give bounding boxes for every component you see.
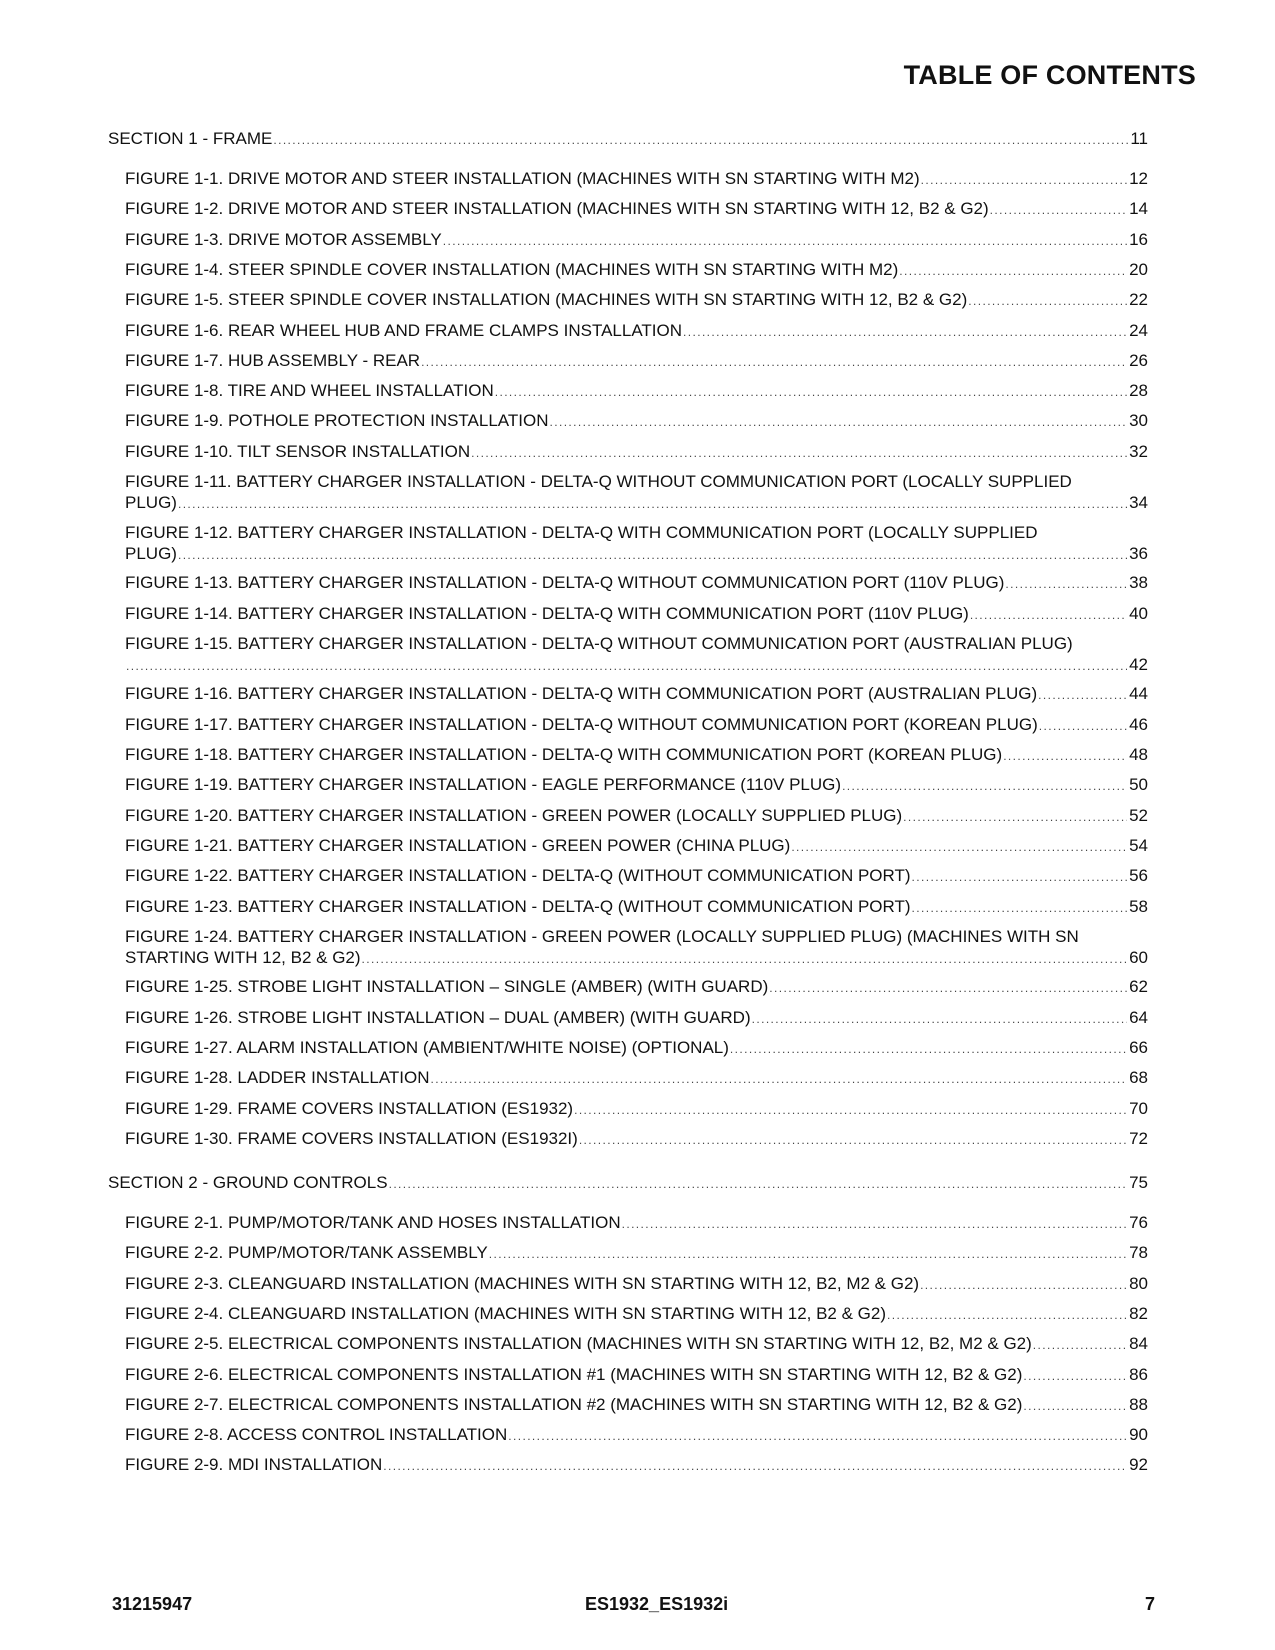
toc-entry-page: 42 — [1129, 654, 1148, 674]
toc-entry-page: 24 — [1129, 320, 1148, 340]
dot-leader — [1023, 1366, 1127, 1387]
toc-entry-page: 78 — [1129, 1243, 1148, 1263]
toc-entry-page: 70 — [1129, 1098, 1148, 1118]
toc-entry-label: FIGURE 1-6. REAR WHEEL HUB AND FRAME CLAMPS INSTALLATION — [125, 320, 683, 340]
toc-figure-entry[interactable] — [125, 896, 1148, 917]
dot-leader — [431, 1069, 1128, 1090]
toc-entry-label: FIGURE 2-7. ELECTRICAL COMPONENTS INSTALLATION #2 (MACHINES WITH SN STARTING WITH 12, B2 & G2) — [125, 1394, 1023, 1414]
toc-figure-entry[interactable] — [125, 1394, 1148, 1415]
toc-entry-page: 72 — [1129, 1128, 1148, 1148]
toc-figure-entry[interactable] — [125, 1333, 1148, 1354]
toc-figure-entry[interactable] — [125, 1067, 1148, 1088]
toc-entry-label-continued: STARTING WITH 12, B2 & G2) — [125, 947, 361, 967]
toc-entry-label: FIGURE 1-2. DRIVE MOTOR AND STEER INSTALLATION (MACHINES WITH SN STARTING WITH 12, B2 & G2) — [125, 199, 989, 219]
toc-entry-page: 82 — [1129, 1303, 1148, 1323]
toc-entry-label: FIGURE 1-12. BATTERY CHARGER INSTALLATION - DELTA-Q WITH COMMUNICATION PORT (LOCALLY SUPPLIED — [125, 522, 1038, 542]
dot-leader — [1039, 716, 1127, 737]
toc-entry-page: 36 — [1129, 543, 1148, 563]
toc-entry-label: SECTION 2 - GROUND CONTROLS — [108, 1173, 388, 1192]
toc-figure-entry[interactable] — [125, 1037, 1148, 1058]
toc-entry-label: FIGURE 1-1. DRIVE MOTOR AND STEER INSTALLATION (MACHINES WITH SN STARTING WITH M2) — [125, 169, 920, 188]
toc-entry-page: 90 — [1129, 1425, 1148, 1445]
toc-figure-entry[interactable] — [125, 350, 1148, 371]
toc-entry-label: FIGURE 1-22. BATTERY CHARGER INSTALLATION - DELTA-Q (WITHOUT COMMUNICATION PORT) — [125, 866, 911, 886]
dot-leader — [769, 978, 1127, 999]
toc-entry-page: 34 — [1129, 493, 1148, 512]
toc-entry-page: 80 — [1129, 1273, 1148, 1293]
toc-entry-label: FIGURE 2-5. ELECTRICAL COMPONENTS INSTALLATION (MACHINES WITH SN STARTING WITH 12, B2, M2 & G2) — [125, 1334, 1032, 1354]
toc-entry-page: 68 — [1129, 1068, 1148, 1088]
dot-leader — [912, 898, 1128, 919]
dot-leader — [443, 231, 1127, 252]
dot-leader — [1003, 746, 1127, 767]
dot-leader — [622, 1214, 1127, 1235]
toc-entry-label: FIGURE 1-25. STROBE LIGHT INSTALLATION – SINGLE (AMBER) (WITH GUARD) — [125, 977, 769, 997]
toc-entry-label: FIGURE 1-5. STEER SPINDLE COVER INSTALLATION (MACHINES WITH SN STARTING WITH 12, B2 & G2) — [125, 290, 968, 310]
dot-leader — [887, 1305, 1127, 1326]
dot-leader — [362, 949, 1128, 970]
toc-figure-entry[interactable] — [125, 522, 1148, 564]
toc-figure-entry[interactable] — [125, 168, 1148, 189]
dot-leader — [495, 382, 1127, 403]
toc-entry-page: 56 — [1129, 866, 1148, 886]
toc-entry-label: SECTION 1 - FRAME — [108, 129, 273, 148]
dot-leader — [489, 1244, 1127, 1265]
dot-leader — [1038, 685, 1127, 706]
dot-leader — [912, 867, 1128, 888]
dot-leader — [383, 1456, 1127, 1477]
toc-figure-entry[interactable] — [125, 572, 1148, 593]
dot-leader — [903, 807, 1127, 828]
toc-figure-entry[interactable] — [125, 441, 1148, 462]
toc-figure-entry[interactable] — [125, 1007, 1148, 1028]
toc-entry-page: 76 — [1129, 1213, 1148, 1232]
footer-doc-number: 31215947 — [112, 1594, 193, 1614]
toc-entry-label: FIGURE 1-17. BATTERY CHARGER INSTALLATION - DELTA-Q WITHOUT COMMUNICATION PORT (KOREAN PLUG) — [125, 714, 1038, 734]
toc-entry-label-continued: PLUG) — [125, 543, 177, 563]
toc-figure-entry[interactable] — [125, 1242, 1148, 1263]
toc-entry-page: 50 — [1129, 775, 1148, 795]
toc-figure-entry[interactable] — [125, 1454, 1148, 1475]
toc-entry-label: FIGURE 1-30. FRAME COVERS INSTALLATION (ES1932I) — [125, 1128, 578, 1148]
toc-figure-entry[interactable] — [125, 259, 1148, 280]
toc-figure-entry[interactable] — [125, 471, 1148, 513]
toc-entry-label: FIGURE 1-20. BATTERY CHARGER INSTALLATION - GREEN POWER (LOCALLY SUPPLIED PLUG) — [125, 805, 903, 825]
dot-leader — [574, 1100, 1127, 1121]
toc-figure-entry[interactable] — [125, 683, 1148, 704]
toc-figure-entry[interactable] — [125, 633, 1148, 675]
dot-leader — [389, 1174, 1127, 1195]
toc-entry-label: FIGURE 1-10. TILT SENSOR INSTALLATION — [125, 441, 471, 461]
toc-figure-entry[interactable] — [125, 1128, 1148, 1149]
footer-model: ES1932_ES1932i — [585, 1594, 729, 1614]
dot-leader — [842, 776, 1127, 797]
toc-entry-page: 46 — [1129, 714, 1148, 734]
toc-entry-label: FIGURE 1-8. TIRE AND WHEEL INSTALLATION — [125, 381, 494, 401]
toc-entry-label: FIGURE 1-27. ALARM INSTALLATION (AMBIENT/WHITE NOISE) (OPTIONAL) — [125, 1038, 729, 1057]
toc-figure-entry[interactable] — [125, 1273, 1148, 1294]
toc-entry-page: 20 — [1129, 259, 1148, 279]
toc-entry-label: FIGURE 1-7. HUB ASSEMBLY - REAR — [125, 350, 421, 370]
toc-figure-entry[interactable] — [125, 805, 1148, 826]
dot-leader — [970, 605, 1127, 626]
toc-entry-label: FIGURE 1-15. BATTERY CHARGER INSTALLATION - DELTA-Q WITHOUT COMMUNICATION PORT (AUSTRALIAN PLUG) — [125, 633, 1073, 653]
toc-figure-entry[interactable] — [125, 714, 1148, 735]
toc-entry-page: 48 — [1129, 745, 1148, 764]
toc-entry-label: FIGURE 1-9. POTHOLE PROTECTION INSTALLATION — [125, 411, 549, 431]
page-title: TABLE OF CONTENTS — [903, 60, 1196, 90]
toc-figure-entry[interactable] — [125, 229, 1148, 250]
toc-figure-entry[interactable] — [125, 320, 1148, 341]
toc-section-entry[interactable] — [108, 1172, 1148, 1193]
toc-entry-page: 86 — [1129, 1364, 1148, 1384]
footer-page-number: 7 — [1144, 1594, 1155, 1614]
toc-figure-entry[interactable] — [125, 976, 1148, 997]
toc-figure-entry[interactable] — [125, 198, 1148, 219]
toc-entry-label: FIGURE 1-26. STROBE LIGHT INSTALLATION – DUAL (AMBER) (WITH GUARD) — [125, 1007, 751, 1027]
toc-entry-label: FIGURE 2-6. ELECTRICAL COMPONENTS INSTALLATION #1 (MACHINES WITH SN STARTING WITH 12, B2 & G2) — [125, 1364, 1023, 1384]
toc-entry-label: FIGURE 1-19. BATTERY CHARGER INSTALLATION - EAGLE PERFORMANCE (110V PLUG) — [125, 775, 842, 795]
toc-entry-label: FIGURE 2-8. ACCESS CONTROL INSTALLATION — [125, 1425, 508, 1445]
toc-entry-label: FIGURE 1-18. BATTERY CHARGER INSTALLATION - DELTA-Q WITH COMMUNICATION PORT (KOREAN PLUG) — [125, 745, 1003, 764]
toc-entry-label: FIGURE 2-9. MDI INSTALLATION — [125, 1455, 383, 1475]
dot-leader — [508, 1426, 1127, 1447]
dot-leader — [791, 837, 1127, 858]
toc-figure-entry[interactable] — [125, 380, 1148, 401]
toc-entry-page: 26 — [1129, 350, 1148, 370]
toc-entry-label: FIGURE 2-4. CLEANGUARD INSTALLATION (MACHINES WITH SN STARTING WITH 12, B2 & G2) — [125, 1303, 887, 1323]
toc-entry-label: FIGURE 1-28. LADDER INSTALLATION — [125, 1068, 430, 1088]
toc-entry-label: FIGURE 2-3. CLEANGUARD INSTALLATION (MACHINES WITH SN STARTING WITH 12, B2, M2 & G2) — [125, 1273, 920, 1293]
dot-leader — [899, 261, 1127, 282]
toc-entry-page: 58 — [1129, 896, 1148, 916]
dot-leader — [920, 1275, 1127, 1296]
toc-entry-label: FIGURE 1-4. STEER SPINDLE COVER INSTALLATION (MACHINES WITH SN STARTING WITH M2) — [125, 259, 899, 279]
toc-entry-page: 66 — [1129, 1038, 1148, 1057]
toc-figure-entry[interactable] — [125, 1303, 1148, 1324]
toc-entry-page: 62 — [1129, 977, 1148, 997]
toc-figure-entry[interactable] — [125, 774, 1148, 795]
dot-leader — [273, 130, 1128, 151]
toc-entry-page: 16 — [1129, 229, 1148, 249]
toc-entry-page: 75 — [1129, 1173, 1148, 1192]
toc-entry-page: 38 — [1129, 573, 1148, 593]
toc-entry-label: FIGURE 1-23. BATTERY CHARGER INSTALLATION - DELTA-Q (WITHOUT COMMUNICATION PORT) — [125, 896, 911, 916]
toc-figure-entry[interactable] — [125, 835, 1148, 856]
toc-figure-entry[interactable] — [125, 744, 1148, 765]
toc-figure-entry[interactable] — [125, 1364, 1148, 1385]
dot-leader — [1033, 1335, 1127, 1356]
dot-leader — [178, 545, 1127, 566]
dot-leader — [421, 352, 1127, 373]
toc-entry-page: 54 — [1129, 835, 1148, 855]
toc-figure-entry[interactable] — [125, 926, 1148, 968]
dot-leader — [1005, 574, 1127, 595]
dot-leader — [752, 1009, 1127, 1030]
toc-entry-page: 40 — [1129, 603, 1148, 623]
dot-leader — [579, 1130, 1127, 1151]
toc-entry-label: FIGURE 1-24. BATTERY CHARGER INSTALLATION - GREEN POWER (LOCALLY SUPPLIED PLUG) (MACHINES WITH SN — [125, 926, 1079, 946]
toc-figure-entry[interactable] — [125, 289, 1148, 310]
toc-entry-page: 88 — [1129, 1394, 1148, 1414]
toc-figure-entry[interactable] — [125, 410, 1148, 431]
dot-leader — [990, 200, 1127, 221]
toc-entry-page: 64 — [1129, 1007, 1148, 1027]
toc-entry-label: FIGURE 1-21. BATTERY CHARGER INSTALLATION - GREEN POWER (CHINA PLUG) — [125, 835, 791, 855]
toc-entry-page: 11 — [1130, 129, 1148, 148]
toc-entry-label: FIGURE 2-2. PUMP/MOTOR/TANK ASSEMBLY — [125, 1243, 488, 1263]
toc-entry-label: FIGURE 1-16. BATTERY CHARGER INSTALLATION - DELTA-Q WITH COMMUNICATION PORT (AUSTRALIAN PLUG) — [125, 684, 1038, 704]
toc-entry-page: 30 — [1129, 411, 1148, 431]
toc-entry-label: FIGURE 1-13. BATTERY CHARGER INSTALLATION - DELTA-Q WITHOUT COMMUNICATION PORT (110V PLUG) — [125, 573, 1005, 593]
toc-entry-label: FIGURE 1-29. FRAME COVERS INSTALLATION (ES1932) — [125, 1098, 574, 1118]
dot-leader — [921, 170, 1127, 191]
toc-figure-entry[interactable] — [125, 1098, 1148, 1119]
toc-entry-page: 12 — [1129, 169, 1148, 188]
toc-section-entry[interactable] — [108, 128, 1148, 149]
toc-entry-label: FIGURE 1-14. BATTERY CHARGER INSTALLATION - DELTA-Q WITH COMMUNICATION PORT (110V PLUG) — [125, 603, 969, 623]
toc-figure-entry[interactable] — [125, 603, 1148, 624]
dot-leader — [471, 443, 1127, 464]
dot-leader — [730, 1039, 1127, 1060]
toc-entry-page: 44 — [1129, 684, 1148, 704]
toc-figure-entry[interactable] — [125, 1212, 1148, 1233]
toc-entry-page: 52 — [1129, 805, 1148, 825]
dot-leader — [178, 494, 1127, 515]
toc-entry-label: FIGURE 2-1. PUMP/MOTOR/TANK AND HOSES INSTALLATION — [125, 1213, 621, 1232]
toc-entry-label: FIGURE 1-11. BATTERY CHARGER INSTALLATION - DELTA-Q WITHOUT COMMUNICATION PORT (LOCALLY SUPPLIED — [125, 472, 1072, 491]
toc-entry-label-continued: PLUG) — [125, 493, 177, 512]
toc-entry-page: 22 — [1129, 290, 1148, 310]
toc-entry-page: 84 — [1129, 1334, 1148, 1354]
toc-figure-entry[interactable] — [125, 1424, 1148, 1445]
toc-entry-page: 14 — [1129, 199, 1148, 219]
dot-leader — [550, 412, 1128, 433]
toc-entry-page: 32 — [1129, 441, 1148, 461]
dot-leader — [126, 656, 1127, 677]
toc-entry-page: 60 — [1129, 947, 1148, 967]
toc-entry-page: 92 — [1129, 1455, 1148, 1475]
toc-figure-entry[interactable] — [125, 865, 1148, 886]
dot-leader — [1023, 1396, 1127, 1417]
toc-entry-page: 28 — [1129, 381, 1148, 401]
toc-entry-label: FIGURE 1-3. DRIVE MOTOR ASSEMBLY — [125, 229, 442, 249]
dot-leader — [683, 322, 1127, 343]
dot-leader — [968, 291, 1127, 312]
